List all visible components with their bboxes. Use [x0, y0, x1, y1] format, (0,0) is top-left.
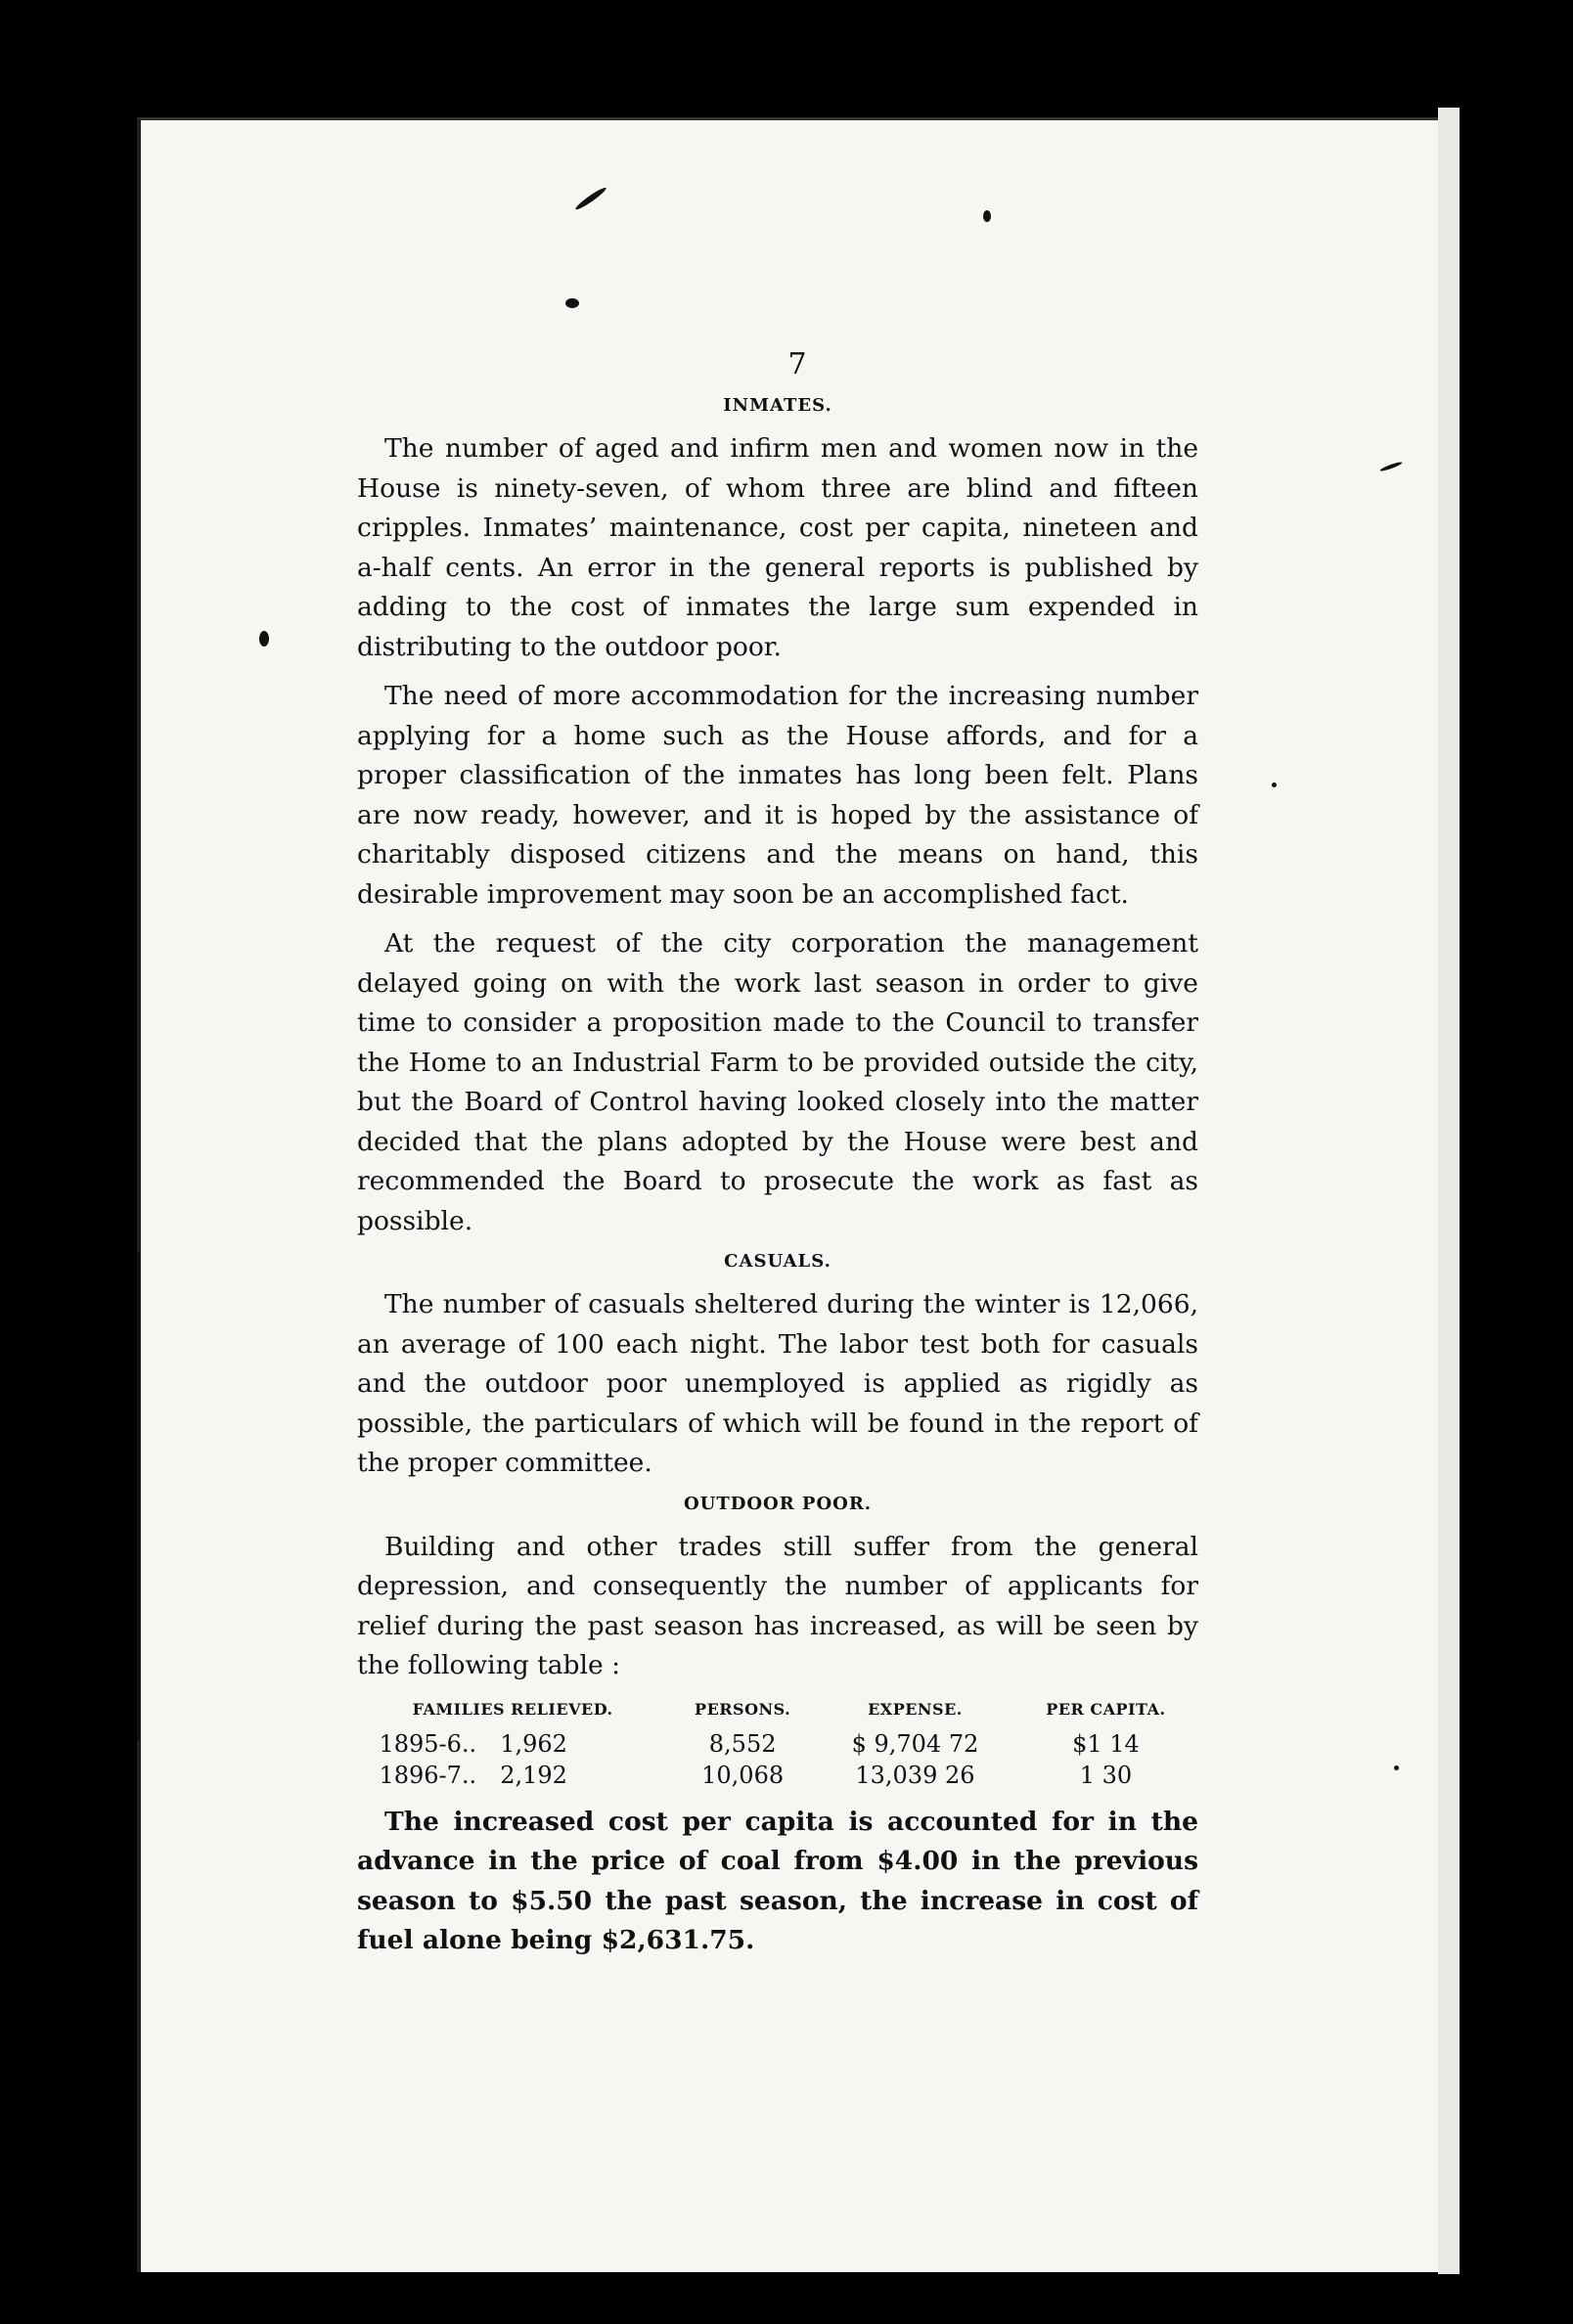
relief-table [357, 1700, 1198, 1791]
column-header: PER CAPITA. [1046, 1699, 1166, 1719]
table-cell-year: 1896-7.. [379, 1761, 477, 1789]
paragraph: At the request of the city corporation the management delayed going on with the work last season in order to give time to consider a proposition made to the Council to transfer the Home to an Industrial Farm to be provided outside the city, but the Board of Control having looked closely into the matter decided that the plans adopted by the House were best and recommended the Board to prosecute the work as fast as possible. [357, 928, 1198, 1236]
paragraph: The number of casuals sheltered during the winter is 12,066, an average of 100 each night. The labor test both for casuals and the outdoor poor unemployed is applied as rigidly as possible, the particulars of which will be found in the report of the proper committee. [357, 1289, 1198, 1478]
ink-blemish [565, 298, 579, 308]
table-cell-families: 1,962 [500, 1729, 567, 1758]
table-cell-per-capita: 1 30 [1079, 1761, 1133, 1789]
table-cell-expense: $ 9,704 72 [851, 1729, 979, 1758]
table-row [357, 1760, 1198, 1791]
table-cell-per-capita: $1 14 [1072, 1729, 1140, 1758]
section-heading-inmates: INMATES. [723, 395, 832, 416]
column-header: PERSONS. [695, 1699, 791, 1719]
paragraph: Building and other trades still suffer from the general depression, and consequently the number of applicants for relief during the past season has increased, as will be seen by the following table : [357, 1531, 1198, 1680]
column-header: FAMILIES RELIEVED. [412, 1699, 613, 1719]
ink-blemish [983, 210, 991, 222]
section-heading-outdoor-poor: OUTDOOR POOR. [683, 1493, 873, 1514]
table-cell-persons: 10,068 [701, 1761, 785, 1789]
paragraph: The number of aged and infirm men and women now in the House is ninety-seven, of whom three are blind and fifteen cripples. Inmates’ maintenance, cost per capita, nineteen and a-half cents. An error in the general reports is published by adding to the cost of inmates the large sum expended in distributing to the outdoor poor. [357, 433, 1198, 662]
binding-mark [137, 1252, 140, 1741]
table-cell-persons: 8,552 [708, 1729, 777, 1758]
table-row [357, 1728, 1198, 1760]
table-cell-families: 2,192 [500, 1761, 567, 1789]
table-header-row [357, 1700, 1198, 1728]
page-text [357, 347, 1198, 1961]
ink-blemish [259, 631, 269, 647]
table-cell-expense: 13,039 26 [855, 1761, 975, 1789]
column-header: EXPENSE. [868, 1699, 963, 1719]
table-cell-year: 1895-6.. [379, 1729, 477, 1758]
closing-paragraph: The increased cost per capita is accounted for in the advance in the price of coal from $4.00 in the previous season to $5.50 the past season, the increase in cost of fuel alone being $2,631.75. [357, 1806, 1198, 1955]
page-number: 7 [787, 347, 807, 381]
ink-blemish [1394, 1765, 1399, 1770]
paragraph: The need of more accommodation for the increasing number applying for a home such as the House affords, and for a proper classification of the inmates has long been felt. Plans are now ready, however, and it is hoped by the assistance of charitably disposed citizens and the means on hand, this desirable improvement may soon be an accomplished fact. [357, 681, 1198, 910]
section-heading-casuals: CASUALS. [724, 1251, 831, 1272]
page-edge [1438, 108, 1460, 2274]
ink-blemish [1272, 782, 1277, 787]
